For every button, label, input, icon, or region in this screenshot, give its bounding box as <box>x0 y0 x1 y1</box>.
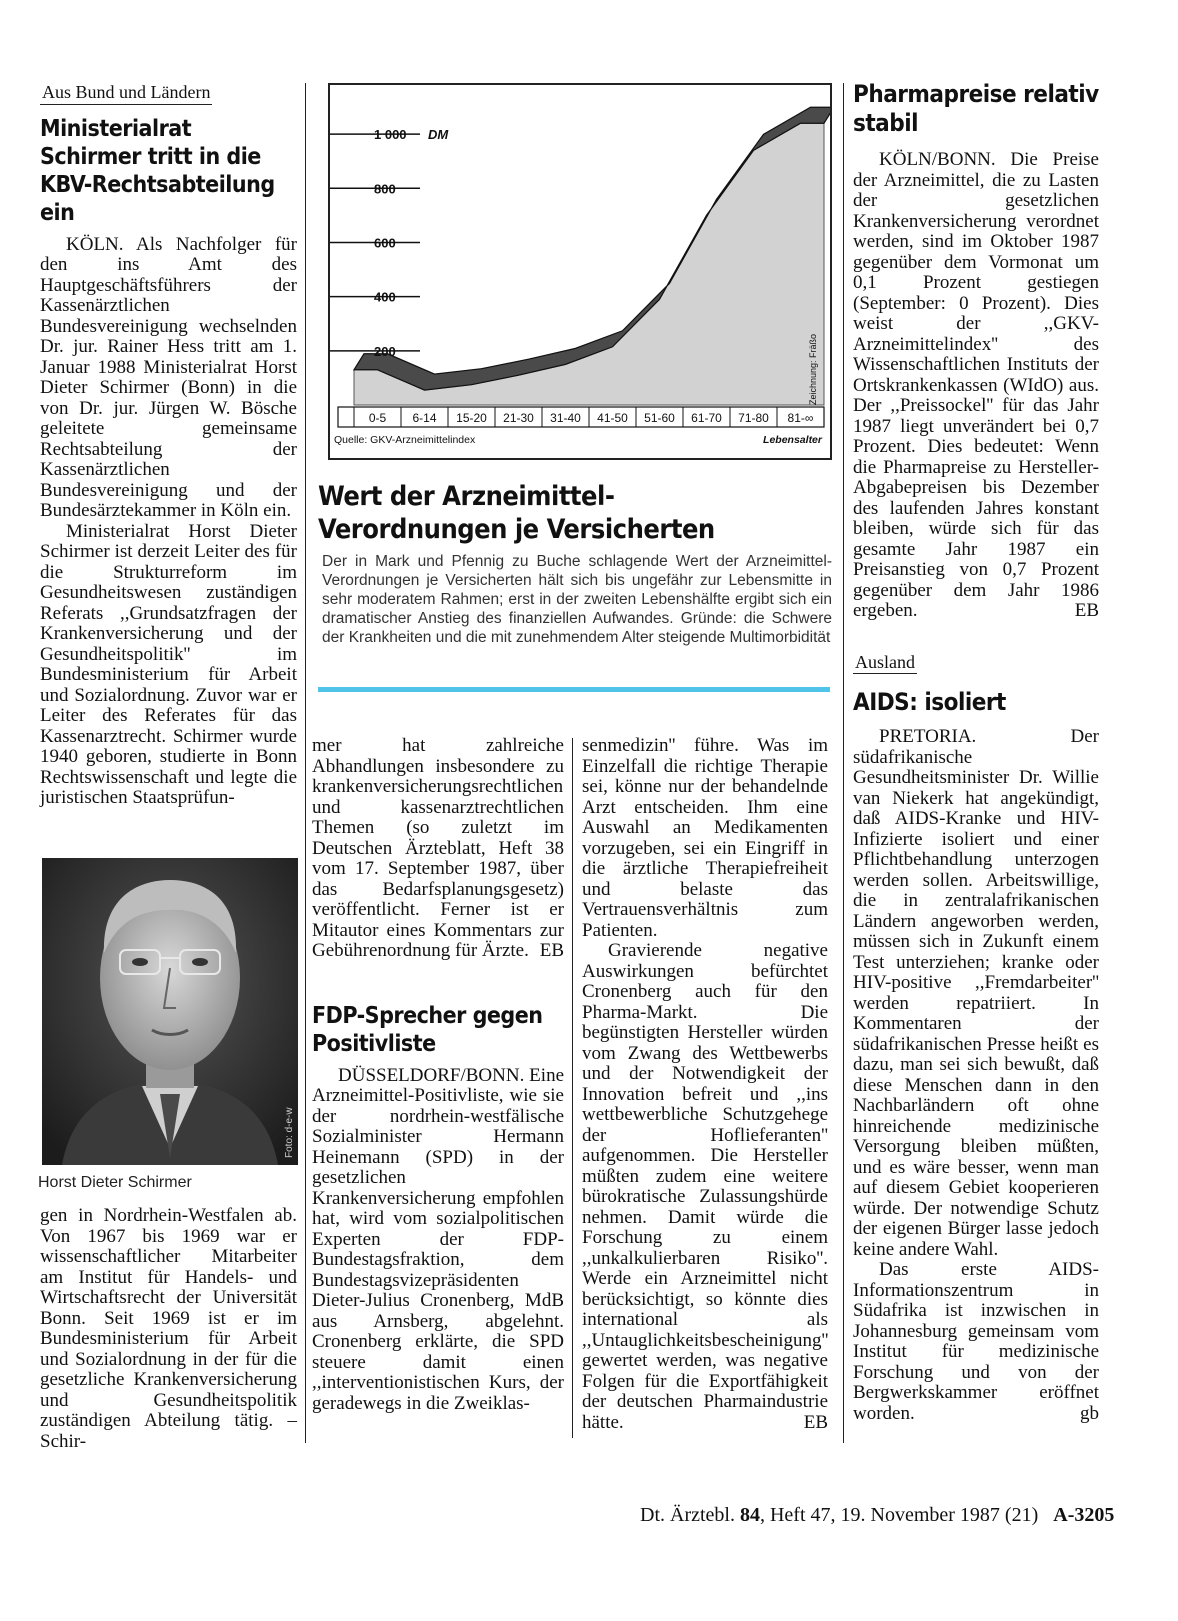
accent-rule <box>318 687 830 692</box>
page-number: A-3205 <box>1053 1504 1115 1526</box>
y-tick-label: 1 000 <box>374 127 407 143</box>
category-label: 15-20 <box>456 411 487 425</box>
x-axis-label: Lebensalter <box>763 434 822 446</box>
headline-schirmer: Ministerialrat Schirmer tritt in die KBV-Rechtsabteilung ein <box>40 115 275 226</box>
chart-layer <box>330 107 830 446</box>
category-label: 0-5 <box>368 411 387 425</box>
author-sign: EB <box>1074 600 1099 621</box>
paragraph: senmedizin'' führe. Was im Einzelfall die richtige Therapie sei, könne nur der behandelnde Arzt entscheiden. Ihm eine Auswahl an Medikamenten vorzugeben, sei ein Eingriff in die ärztliche Therapiefreiheit und belaste das Vertrauensverhältnis zum Patienten. <box>582 735 828 941</box>
category-label: 61-70 <box>691 411 722 425</box>
paragraph <box>312 736 564 962</box>
author-sign: EB <box>539 940 564 961</box>
column-rule-middle <box>572 738 573 1438</box>
author-sign: EB <box>803 1411 828 1433</box>
chart-headline: Wert der Arzneimittel-Verordnungen je Versicherten <box>318 481 715 545</box>
paragraph: PRETORIA. Der südafrikanische Gesundheitsminister Dr. Willie van Niekerk hat angekündigt, daß AIDS-Kranke und HIV-Infizierte isoliert und einer Pflichtbehandlung unterzogen werden sollen. Arbeitswillige, die in zentralafrikanischen Ländern angeworben werden, müssen sich in Zukunft einem Test unterziehen; kranke oder HIV-positive ,,Fremdarbeiter'' werden repatriiert. In Kommentaren der südafrikanischen Presse heißt es dazu, man sei sich bewußt, daß diese Menschen dann in den Nachbarländern oft ohne hinreichende medizinische Versorgung bleiben müßten, und es wäre besser, wenn man auf diesem Gebiet kooperieren würde. Der notwendige Schutz der eigenen Bürger lasse jedoch keine andere Wahl. <box>853 726 1099 1260</box>
paragraph <box>853 1260 1099 1424</box>
paragraph: DÜSSELDORF/BONN. Eine Arzneimittel-Positivliste, wie sie der nordrhein-westfälische Sozialminister Hermann Heinemann (SPD) in der gesetzlichen Krankenversicherung empfohlen hat, wird vom sozialpolitischen Experten der FDP-Bundestagsfraktion, dem Bundestagsvizepräsidenten Dieter-Julius Cronenberg, MdB aus Arnsberg, abgelehnt. Cronenberg erklärte, die SPD steuere damit einen ,,interventionistischen Kurs, der geradewegs in die Zweiklas- <box>312 1064 564 1414</box>
y-tick-label: 400 <box>374 289 396 305</box>
journal-volume: 84 <box>739 1504 760 1526</box>
y-tick-label: 200 <box>374 343 396 359</box>
category-label: 6-14 <box>412 411 437 425</box>
photo-caption: Horst Dieter Schirmer <box>38 1174 192 1191</box>
paragraph <box>582 941 828 1433</box>
chart-source: Quelle: GKV-Arzneimittelindex <box>334 434 476 446</box>
chart-frame <box>328 83 832 460</box>
headline-aids: AIDS: isoliert <box>853 688 1006 716</box>
headline-fdp: FDP-Sprecher gegen Positivliste <box>312 1002 543 1057</box>
paragraph <box>853 150 1099 622</box>
journal-issue: , Heft 47, 19. November 1987 (21) <box>759 1504 1039 1526</box>
chart-credit: Zeichnung: Fräßo <box>808 333 818 405</box>
category-label: 71-80 <box>738 411 769 425</box>
paragraph: gen in Nordrhein-Westfalen ab. Von 1967 bis 1969 war er wissenschaftlicher Mitarbeiter am Institut für Handels- und Wirtschaftsrecht der Universität Bonn. Seit 1969 ist er im Bundesministerium für Arbeit und Sozialordnung in der für die gesetzliche Krankenversicherung und Gesundheitspolitik zuständigen Abteilung tätig. – Schir- <box>40 1205 297 1452</box>
y-unit-label: DM <box>428 127 449 143</box>
category-label: 51-60 <box>644 411 675 425</box>
chart-area <box>330 85 830 458</box>
portrait-photo <box>42 858 298 1165</box>
author-sign: gb <box>1080 1402 1099 1424</box>
category-label: 41-50 <box>597 411 628 425</box>
middle-column-2 <box>582 736 828 1433</box>
column-rule-right <box>843 83 844 1443</box>
portrait-illustration <box>42 858 298 1165</box>
paragraph-text: Das erste AIDS-Informationszentrum in Südafrika ist inzwischen in Johannesburg gemeinsam vom Institut für medizinische Forschung und von der Bergwerkskammer eröffnet worden. <box>853 1259 1099 1424</box>
headline-pharmapreise: Pharmapreise relativ stabil <box>853 80 1099 137</box>
ausland-kicker-wrap <box>853 652 1099 675</box>
chart-area-fill <box>354 123 824 405</box>
left-column <box>40 82 297 809</box>
page-footer <box>640 1504 1114 1527</box>
chart-intro: Der in Mark und Pfennig zu Buche schlagende Wert der Arzneimittel-Verordnungen je Versicherten hält sich bis ungefähr zur Lebensmitte in sehr moderatem Rahmen; erst in der zweiten Lebenshälfte ergibt sich ein dramatischer Anstieg des finanziellen Aufwandes. Gründe: die Schwere der Krankheiten und die mit zunehmendem Alter steigende Multimorbidität <box>322 553 832 646</box>
paragraph: Ministerialrat Horst Dieter Schirmer ist derzeit Leiter des für die Strukturreform im Gesundheitswesen zuständigen Referats ,,Grundsatzfragen der Krankenversicherung und der Gesundheitspolitik'' im Bundesministerium für Arbeit und Sozialordnung. Zuvor war er Leiter des Referates für das Kassenarztrecht. Schirmer wurde 1940 geboren, studierte in Bonn Rechtswissenschaft und legte die juristischen Staatsprüfun- <box>40 520 297 808</box>
photo-credit: Foto: d-e-w <box>284 1107 295 1158</box>
paragraph-text: KÖLN/BONN. Die Preise der Arzneimittel, die zu Lasten der gesetzlichen Krankenversicherung verordnet werden, sind im Oktober 1987 gegenüber dem Vormonat um 0,1 Prozent gestiegen (September: 0 Prozent). Dies weist der ,,GKV-Arzneimittelindex'' des Wissenschaftlichen Instituts der Ortskrankenkassen (WIdO) aus. Der ,,Preissockel'' für das Jahr 1987 liegt unverändert bei 0,7 Prozent. Dies bedeutet: Wenn die Pharmapreise zu Hersteller-Abgabepreisen bis Dezember des laufenden Jahres konstant bleiben, würde sich für das gesamte Jahr 1987 ein Preisanstieg von 0,7 Prozent gegenüber dem Jahr 1986 ergeben. <box>853 149 1099 621</box>
section-kicker-bund: Aus Bund und Ländern <box>40 82 212 105</box>
category-label: 81-∞ <box>787 411 814 425</box>
right-column <box>853 80 1099 1424</box>
column-rule-left <box>305 83 306 1443</box>
middle-column-1 <box>312 736 564 1414</box>
paragraph: KÖLN. Als Nachfolger für den ins Amt des Hauptgeschäftsführers der Kassenärztlichen Bundesvereinigung wechselnden Dr. jur. Rainer Hess tritt am 1. Januar 1988 Ministerialrat Horst Dieter Schirmer (Bonn) in die von Dr. jur. Jürgen W. Bösche geleitete gemeinsame Rechtsabteilung der Kassenärztlichen Bundesvereinigung und der Bundesärztekammer in Köln ein. <box>40 233 297 521</box>
y-tick-label: 600 <box>374 235 396 251</box>
journal-name: Dt. Ärztebl. <box>640 1504 735 1526</box>
left-column-continued <box>40 1206 297 1452</box>
category-label: 31-40 <box>550 411 581 425</box>
section-kicker-ausland: Ausland <box>853 652 917 675</box>
category-label: 21-30 <box>503 411 534 425</box>
paragraph-text: Gravierende negative Auswirkungen befürchtet Cronenberg auch für den Pharma-Markt. Die begünstigten Hersteller würden vom Zwang des Wettbewerbs und der Notwendigkeit der Innovation befreit und ,,ins wettbewerbliche Schutzgehege der Hoflieferanten'' aufgenommen. Die Hersteller müßten zudem eine weitere bürokratische Zulassungshürde nehmen. Damit würde die Forschung zu einem ,,unkalkulierbaren Risiko''. Werde ein Arzneimittel nicht berücksichtigt, so könnte dies international als ,,Untauglichkeitsbescheinigung'' gewertet werden, was negative Folgen für die Exportfähigkeit der deutschen Pharmaindustrie hätte. <box>582 940 829 1433</box>
paragraph-text: mer hat zahlreiche Abhandlungen insbesondere zu krankenversicherungsrechtlichen und kassenarztrechtlichen Themen (so zuletzt im Deutschen Ärzteblatt, Heft 38 vom 17. September 1987, über das Bedarfsplanungsgesetz) veröffentlicht. Ferner ist er Mitautor eines Kommentars zur Gebührenordnung für Ärzte. <box>312 735 564 961</box>
y-tick-label: 800 <box>374 181 396 197</box>
